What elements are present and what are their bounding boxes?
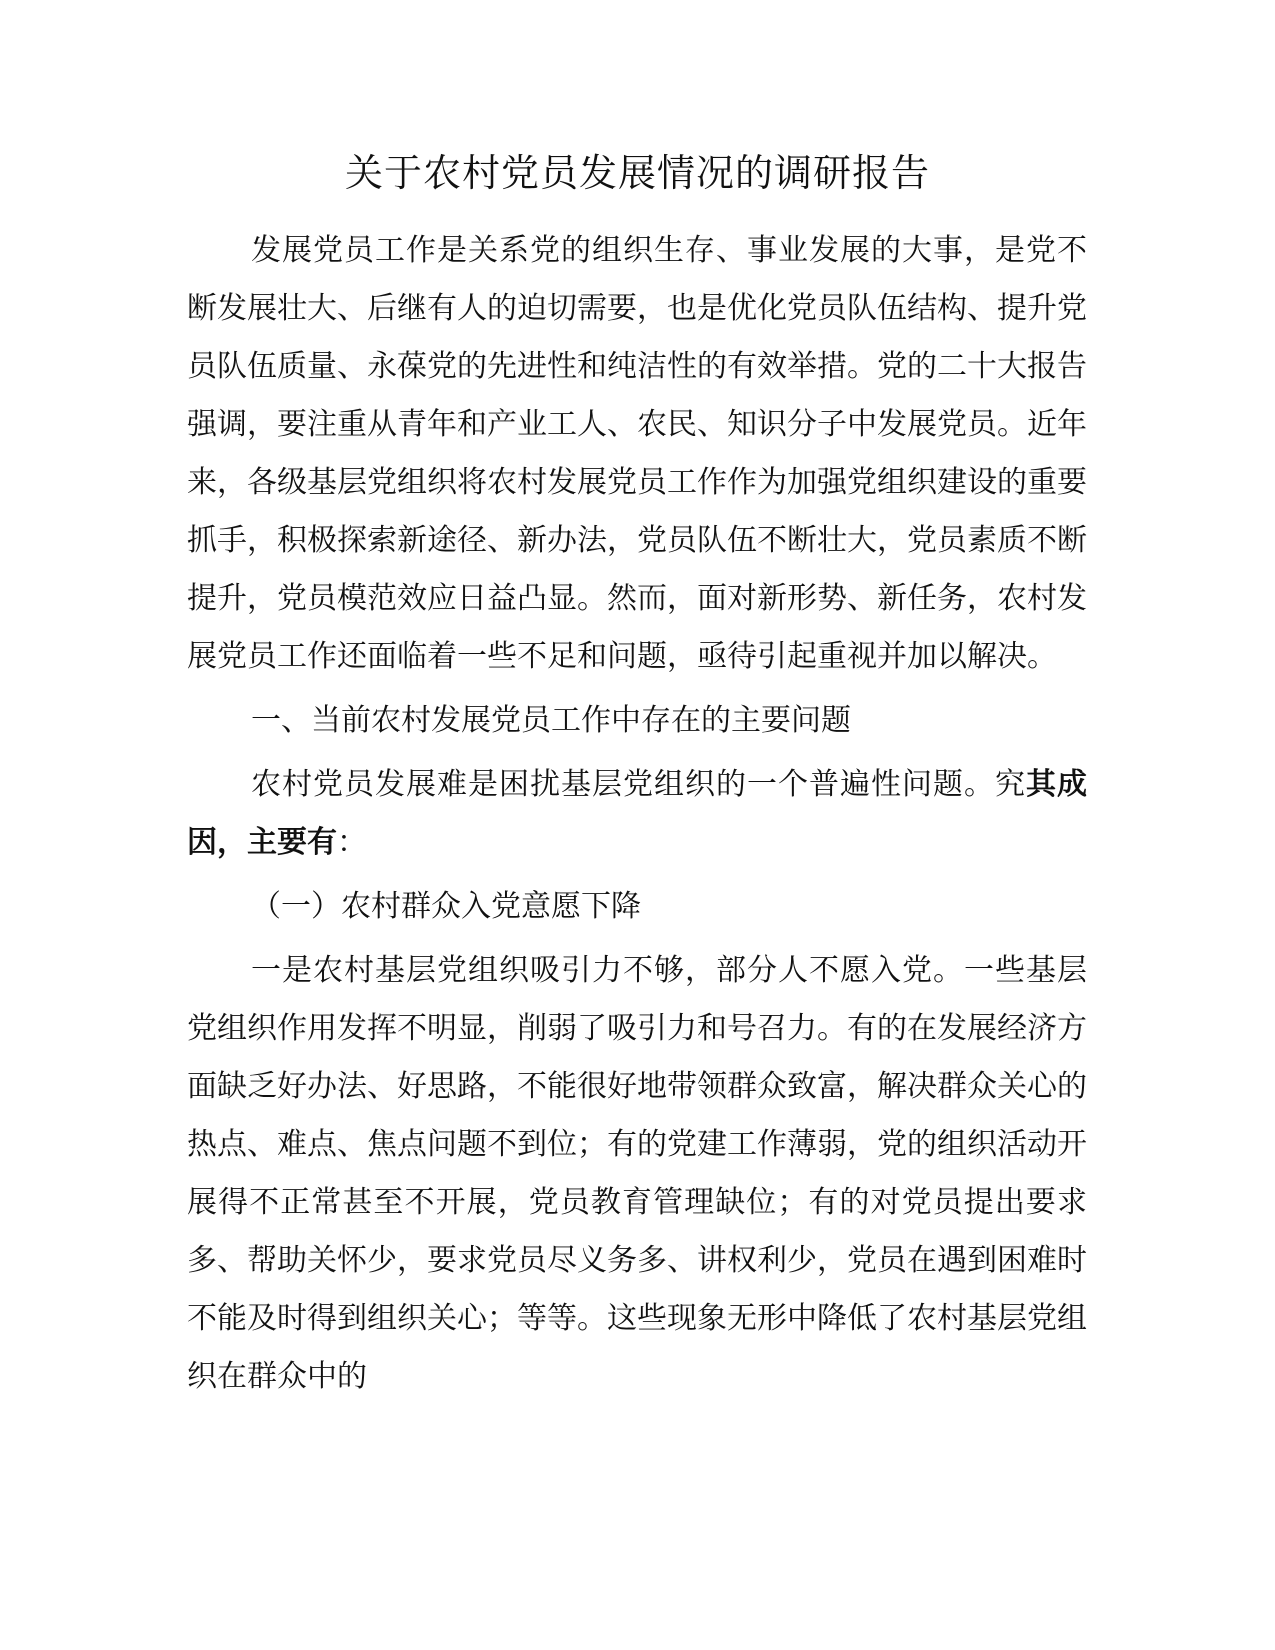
document-title: 关于农村党员发展情况的调研报告 [344, 151, 930, 195]
causes-colon: ： [337, 825, 367, 860]
intro-paragraph: 发展党员工作是关系党的组织生存、事业发展的大事，是党不断发展壮大、后继有人的迫切需要，也是优化党员队伍结构、提升党员队伍质量、永葆党的先进性和纯洁性的有效举措。党的二十大报告强调，要注重从青年和产业工人、农民、知识分子中发展党员。近年来，各级基层党组织将农村发展党员工作作为加强党组织建设的重要抓手，积极探索新途径、新办法，党员队伍不断壮大，党员素质不断提升，党员模范效应日益凸显。然而，面对新形势、新任务，农村发展党员工作还面临着一些不足和问题，亟待引起重视并加以解决。 [187, 233, 1087, 674]
subheading: （一）农村群众入党意愿下降 [251, 889, 641, 924]
section-heading: 一、当前农村发展党员工作中存在的主要问题 [251, 703, 851, 738]
document-body [187, 222, 1087, 1406]
causes-paragraph [187, 756, 1087, 872]
causes-text: 农村党员发展难是困扰基层党组织的一个普遍性问题。究 [251, 767, 1026, 802]
body-paragraph: 一是农村基层党组织吸引力不够，部分人不愿入党。一些基层党组织作用发挥不明显，削弱了吸引力和号召力。有的在发展经济方面缺乏好办法、好思路，不能很好地带领群众致富，解决群众关心的热点、难点、焦点问题不到位；有的党建工作薄弱，党的组织活动开展得不正常甚至不开展，党员教育管理缺位；有的对党员提出要求多、帮助关怀少，要求党员尽义务多、讲权利少，党员在遇到困难时不能及时得到组织关心；等等。这些现象无形中降低了农村基层党组织在群众中的 [187, 953, 1087, 1394]
causes-bold-text: 其成因，主要有 [187, 767, 1087, 860]
